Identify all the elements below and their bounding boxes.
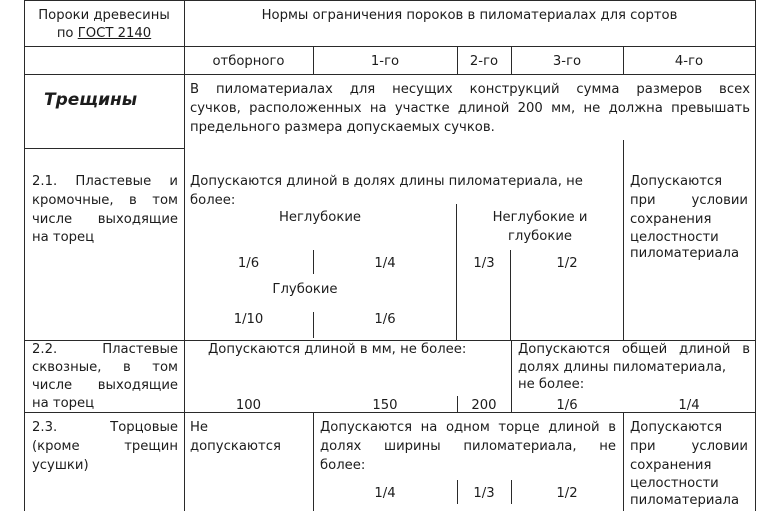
r21-label-line4: на торец xyxy=(32,230,95,245)
r21-label-line3: числе выходящие xyxy=(32,212,178,227)
table-border-top xyxy=(24,0,756,1)
r23-value-grade3: 1/2 xyxy=(556,486,578,501)
r22-label-line4: на торец xyxy=(32,396,95,411)
r21-deep: Глубокие xyxy=(272,282,338,297)
r21-shallow-deep-line2: глубокие xyxy=(507,229,572,244)
r23-allowed-end-line1: Допускаются на одном торце длиной в xyxy=(320,420,616,435)
r22-value-grade2: 200 xyxy=(471,398,497,413)
grade-4: 4-го xyxy=(674,54,704,69)
grade4-divider-r21 xyxy=(623,140,624,340)
r22-allowed-total-line3: не более: xyxy=(518,377,585,392)
r23-g4-line3: сохранения xyxy=(630,458,712,473)
grade-selected: отборного xyxy=(212,54,285,69)
right-border xyxy=(755,0,756,511)
r23-g4-line5: пиломатериала xyxy=(630,493,740,508)
r21-g4-line4: целостности xyxy=(630,230,719,245)
r22-allowed-mm: Допускаются длиной в мм, не более: xyxy=(208,342,467,357)
cracks-note-line1: В пиломатериалах для несущих конструкций сумма размеров всех xyxy=(190,82,750,97)
r23-label-line3: усушки) xyxy=(32,458,89,473)
r21-deep-grade1: 1/6 xyxy=(374,312,396,327)
cracks-note-line3: предельного размера допускаемых сучков. xyxy=(190,120,495,135)
r21-shallow: Неглубокие xyxy=(278,210,362,225)
r22-allowed-total-line2: долях длины пиломатериала, xyxy=(518,360,727,375)
left-border xyxy=(24,0,25,511)
grade-1: 1-го xyxy=(370,54,400,69)
r22-label-line3: числе выходящие xyxy=(32,378,178,393)
r21-shallow-deep-line1: Неглубокие и xyxy=(492,210,588,225)
grade4-divider-r23 xyxy=(623,412,624,511)
header-by-text: по xyxy=(56,26,74,41)
r21-value-grade1: 1/4 xyxy=(374,256,396,271)
r22-label-line1: 2.2. Пластевые xyxy=(32,342,178,357)
r23-value-grade2: 1/3 xyxy=(473,486,495,501)
header-title: Нормы ограничения пороков в пиломатериалах для сортов xyxy=(261,8,678,23)
r21-allowed-line2: более: xyxy=(190,193,236,208)
r23-g4-line1: Допускаются xyxy=(630,420,723,435)
r23-not-allowed-line2: допускаются xyxy=(190,439,281,454)
r21-value-grade2: 1/3 xyxy=(473,256,495,271)
cracks-note-line2: сучков, расположенных на участке длиной 200 мм, не должна превышать xyxy=(190,101,750,116)
r21-g4-line1: Допускаются xyxy=(630,174,723,189)
grade-2: 2-го xyxy=(469,54,499,69)
r22-value-grade3: 1/6 xyxy=(556,398,578,413)
r21-label-line1: 2.1. Пластевые и xyxy=(32,174,178,189)
r21-value-selected: 1/6 xyxy=(237,256,260,271)
header-divider xyxy=(24,46,756,47)
r22-value-selected: 100 xyxy=(235,398,262,413)
r21-label-line2: кромочные, в том xyxy=(32,193,178,208)
grades-divider xyxy=(24,74,756,75)
r21-g4-line3: сохранения xyxy=(630,212,712,227)
r21-allowed-line1: Допускаются длиной в долях длины пиломатериала, не xyxy=(190,174,583,189)
r21-g4-line5: пиломатериала xyxy=(630,246,740,261)
header-defects-line1: Пороки древесины xyxy=(38,8,170,23)
r23-not-allowed-line1: Не xyxy=(190,420,209,435)
r23-allowed-end-line2: долях ширины пиломатериала, не xyxy=(320,439,616,454)
r22-allowed-total-line1: Допускаются общей длиной в xyxy=(518,342,750,357)
r22-label-line2: сквозные, в том xyxy=(32,360,178,375)
r21-g4-line2: при условии xyxy=(630,193,748,208)
r23-g4-line2: при условии xyxy=(630,439,748,454)
r22-value-grade4: 1/4 xyxy=(678,398,700,413)
r23-label-line2: (кроме трещин xyxy=(32,439,178,454)
grade-3: 3-го xyxy=(552,54,582,69)
r21-deep-selected: 1/10 xyxy=(233,312,264,327)
gost-link[interactable]: ГОСТ 2140 xyxy=(77,26,152,41)
r21-value-grade3: 1/2 xyxy=(556,256,578,271)
r22-value-grade1: 150 xyxy=(372,398,398,413)
cracks-title: Трещины xyxy=(44,90,138,110)
header-defects-line2 xyxy=(24,24,184,44)
r23-label-line1: 2.3. Торцовые xyxy=(32,420,178,435)
r23-g4-line4: целостности xyxy=(630,476,719,491)
cracks-label-divider xyxy=(24,148,184,149)
r23-allowed-end-line3: более: xyxy=(320,458,366,473)
r23-value-grade1: 1/4 xyxy=(374,486,396,501)
